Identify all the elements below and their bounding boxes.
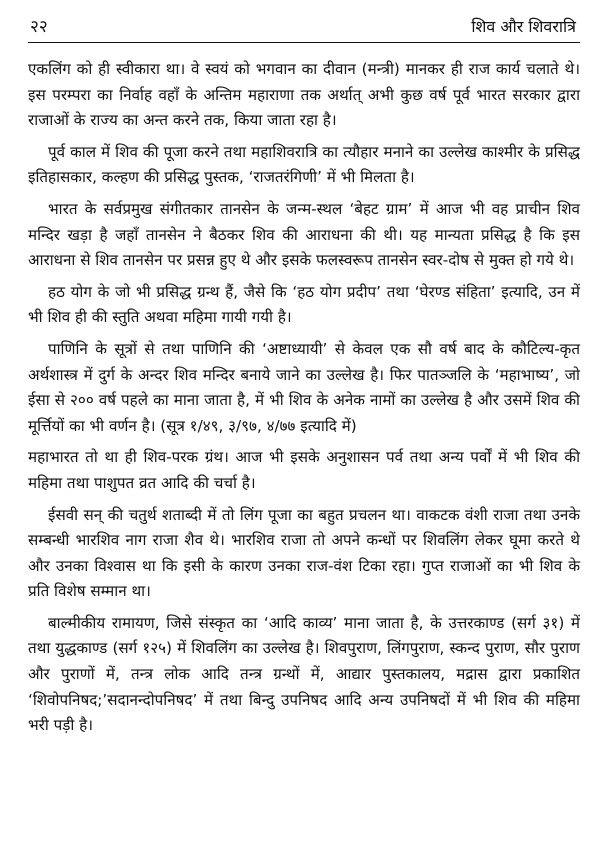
paragraph: हठ योग के जो भी प्रसिद्ध ग्रन्थ हैं, जैसे कि ‘हठ योग प्रदीप’ तथा ‘घेरण्ड संहिता’ इत्यादि, उन में भी शिव ही की स्तुति अथवा महिमा गायी गयी है। — [28, 282, 580, 327]
paragraph: पूर्व काल में शिव की पूजा करने तथा महाशिवरात्रि का त्यौहार मनाने का उल्लेख काश्मीर के प्रसिद्ध इतिहासकार, कल्हण की प्रसिद्ध पुस्तक, ‘राजतरंगिणी’ में भी मिलता है। — [28, 142, 580, 187]
book-page — [28, 16, 580, 745]
paragraph: भारत के सर्वप्रमुख संगीतकार तानसेन के जन्म-स्थल ‘बेहट ग्राम’ में आज भी वह प्राचीन शिव मन्दिर खड़ा है जहाँ तानसेन ने बैठकर शिव की आराधना की थी। यह मान्यता प्रसिद्ध है कि इस आराधना से शिव तानसेन पर प्रसन्न हुए थे और इसके फलस्वरूप तानसेन स्वर-दोष से मुक्त हो गये थे। — [28, 199, 580, 270]
page-number: २२ — [30, 17, 48, 37]
running-title: शिव और शिवरात्रि — [471, 17, 576, 36]
page-header — [28, 16, 580, 43]
paragraph: महाभारत तो था ही शिव-परक ग्रंथ। आज भी इसके अनुशासन पर्व तथा अन्य पर्वों में भी शिव की महिमा तथा पाशुपत व्रत आदि की चर्चा है। — [28, 448, 580, 492]
paragraph: एकलिंग को ही स्वीकारा था। वे स्वयं को भगवान का दीवान (मन्त्री) मानकर ही राज कार्य चलाते थे। इस परम्परा का निर्वाह वहाँ के अन्तिम महाराणा तक अर्थात् अभी कुछ वर्ष पूर्व भारत सरकार द्वारा राजाओं के राज्य का अन्त करने तक, किया जाता रहा है। — [28, 60, 580, 130]
paragraph: बाल्मीकीय रामायण, जिसे संस्कृत का ‘आदि काव्य’ माना जाता है, के उत्तरकाण्ड (सर्ग ३१) में तथा युद्धकाण्ड (सर्ग १२५) में शिवलिंग का उल्लेख है। शिवपुराण, लिंगपुराण, स्कन्द पुराण, सौर पुराण और पुराणों में, तन्त्र लोक आदि तन्त्र ग्रन्थों में, आद्यार पुस्तकालय, मद्रास द्वारा प्रकाशित ‘शिवोपनिषद;’सदानन्दोपनिषद’ में तथा बिन्दु उपनिषद आदि अन्य उपनिषदों में भी शिव की महिमा भरी पड़ी है। — [28, 613, 580, 735]
page-body — [28, 57, 580, 739]
paragraph: पाणिनि के सूत्रों से तथा पाणिनि की ‘अष्टाध्यायी’ से केवल एक सौ वर्ष बाद के कौटिल्य-कृत अर्थशास्त्र में दुर्ग के अन्दर शिव मन्दिर बनाये जाने का उल्लेख है। फिर पातञ्जलि के ‘महाभाष्य’, जो ईसा से २०० वर्ष पहले का माना जाता है, में भी शिव के अनेक नामों का उल्लेख है और उसमें शिव की मूर्त्तियों का भी वर्णन है। (सूत्र १/४९, ३/९७, ४/७७ इत्यादि में) — [28, 339, 580, 435]
paragraph: ईसवी सन् की चतुर्थ शताब्दी में तो लिंग पूजा का बहुत प्रचलन था। वाकटक वंशी राजा तथा उनके सम्बन्धी भारशिव नाग राजा शैव थे। भारशिव राजा तो अपने कन्धों पर शिवलिंग लेकर घूमा करते थे और उनका विश्वास था कि इसी के कारण उनका राज-वंश टिका रहा। गुप्त राजाओं का भी शिव के प्रति विशेष सम्मान था। — [28, 505, 580, 601]
